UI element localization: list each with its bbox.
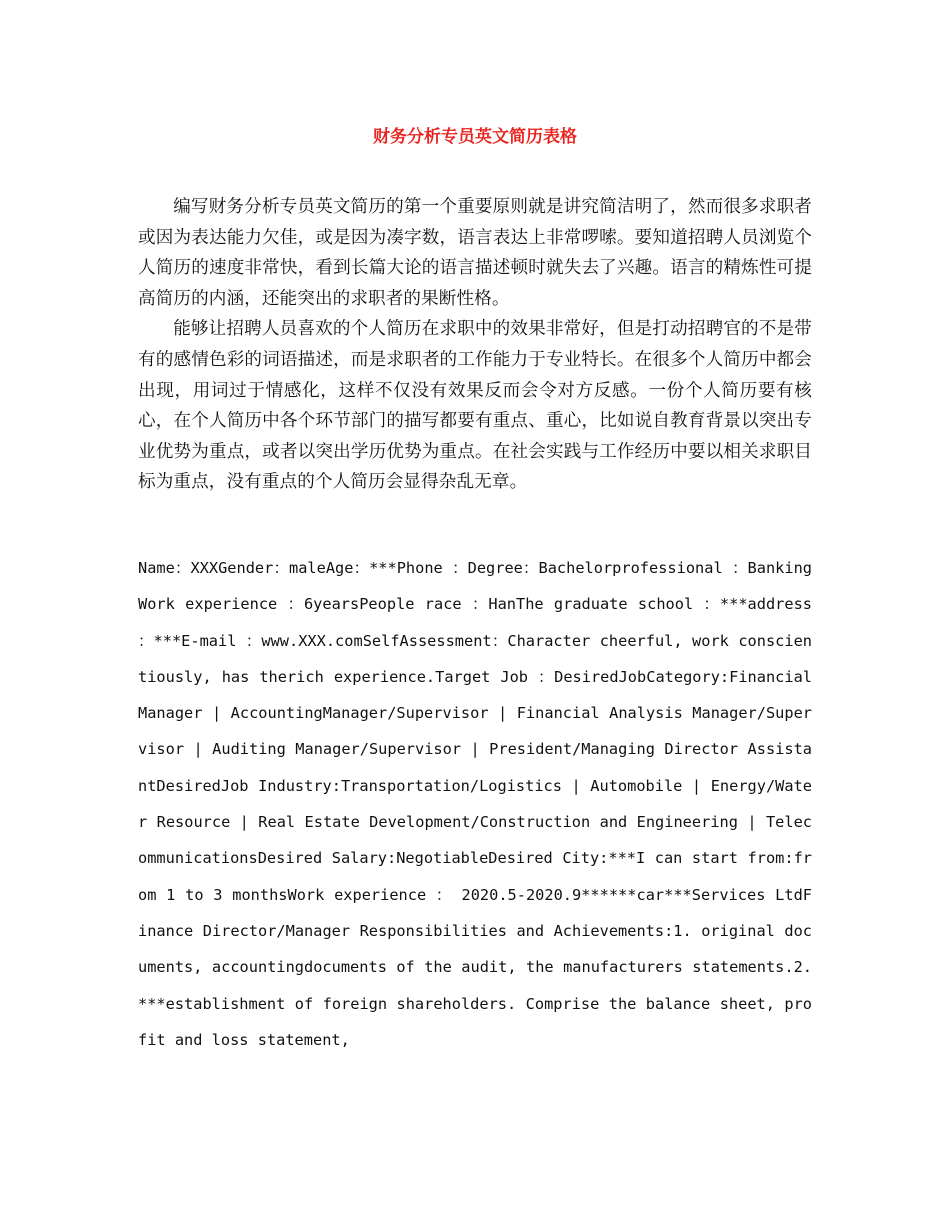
resume-body-text: Name：XXXGender：maleAge：***Phone ：Degree：Bachelorprofessional ：BankingWork experience ：6yearsPeople race ：HanThe graduate school ：***address ：***E-mail ：www.XXX.comSelfAssessment：Character cheerful, work conscientiously, has therich experience.Target Job ：DesiredJobCategory:Financial Manager | AccountingManager/Supervisor | Financial Analysis Manager/Supervisor | Auditing Manager/Supervisor | President/Managing Director AssistantDesiredJob Industry:Transportation/Logistics | Automobile | Energy/Water Resource | Real Estate Development/Construction and Engineering | TelecommunicationsDesired Salary:NegotiableDesired City:***I can start from:from 1 to 3 monthsWork experience ： 2020.5-2020.9******car***Services LtdFinance Director/Manager Responsibilities and Achievements:1. original documents, accountingdocuments of the audit, the manufacturers statements.2.***establishment of foreign shareholders. Comprise the balance sheet, profit and loss statement, (138, 559, 812, 1049)
intro-section (138, 192, 812, 498)
intro-paragraph-1: 编写财务分析专员英文简历的第一个重要原则就是讲究简洁明了，然而很多求职者或因为表达能力欠佳，或是因为凑字数，语言表达上非常啰嗦。要知道招聘人员浏览个人简历的速度非常快，看到长篇大论的语言描述顿时就失去了兴趣。语言的精炼性可提高简历的内涵，还能突出的求职者的果断性格。 (138, 197, 812, 309)
document-title: 财务分析专员英文简历表格 (373, 127, 577, 147)
intro-paragraph-2: 能够让招聘人员喜欢的个人简历在求职中的效果非常好，但是打动招聘官的不是带有的感情色彩的词语描述，而是求职者的工作能力于专业特长。在很多个人简历中都会出现，用词过于情感化，这样不仅没有效果反而会令对方反感。一份个人简历要有核心，在个人简历中各个环节部门的描写都要有重点、重心，比如说自教育背景以突出专业优势为重点，或者以突出学历优势为重点。在社会实践与工作经历中要以相关求职目标为重点，没有重点的个人简历会显得杂乱无章。 (138, 319, 812, 493)
